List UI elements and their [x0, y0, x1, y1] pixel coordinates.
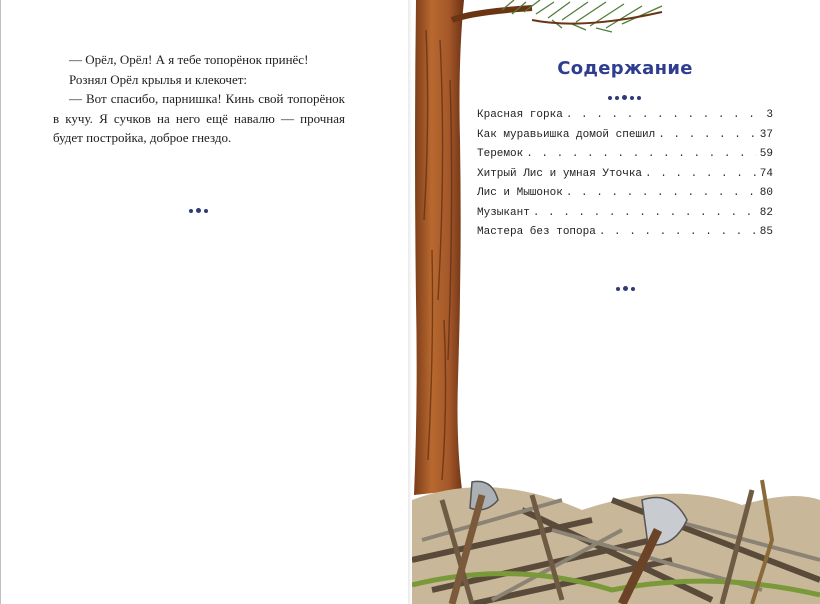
pine-and-branches-illustration: [412, 0, 820, 604]
toc-entry-title: Лис и Мышонок: [477, 187, 563, 199]
toc-entry[interactable]: [477, 187, 773, 207]
ornament-dots: [608, 95, 641, 100]
toc-entry-page: 85: [759, 226, 773, 238]
toc-entry-page: 37: [759, 128, 773, 141]
toc-leader-dots: [599, 226, 757, 238]
toc-leader-dots: [566, 109, 764, 121]
toc-leader-dots: [526, 148, 757, 160]
toc-entry-title: Как муравьишка домой спешил: [477, 128, 656, 141]
contents-title: Содержание: [557, 58, 693, 79]
toc-entry-title: Мастера без топора: [477, 226, 596, 238]
toc-leader-dots: [658, 129, 757, 141]
toc-leader-dots: [566, 187, 757, 199]
toc-leader-dots: [533, 207, 757, 219]
story-paragraph: — Орёл, Орёл! А я тебе топорёнок принёс!: [69, 52, 309, 67]
right-page: [412, 0, 820, 604]
story-text: [53, 50, 345, 148]
toc-entry[interactable]: [477, 148, 773, 168]
ornament-dots: [616, 286, 635, 291]
story-paragraph: Рознял Орёл крылья и клекочет:: [69, 71, 248, 87]
toc-entry-page: 3: [766, 109, 773, 121]
table-of-contents: [477, 109, 773, 246]
toc-entry[interactable]: [477, 129, 773, 149]
toc-entry-page: 82: [759, 206, 773, 219]
toc-entry-title: Музыкант: [477, 206, 530, 219]
pine-needles: [502, 0, 662, 32]
toc-leader-dots: [645, 168, 757, 180]
toc-entry-page: 74: [759, 167, 773, 180]
toc-entry-page: 80: [759, 187, 773, 199]
toc-entry[interactable]: [477, 226, 773, 246]
pine-trunk: [414, 0, 532, 495]
ornament-dots: [189, 208, 208, 213]
toc-entry[interactable]: [477, 207, 773, 227]
toc-entry-title: Хитрый Лис и умная Уточка: [477, 167, 643, 180]
toc-entry-title: Теремок: [477, 148, 524, 160]
toc-entry[interactable]: [477, 168, 773, 188]
toc-entry[interactable]: [477, 109, 773, 129]
toc-entry-page: 59: [759, 148, 773, 160]
story-paragraph: — Вот спасибо, парнишка! Кинь свой топорёнок в кучу. Я сучков на него ещё навалю — прочная будет постройка, доброе гнездо.: [53, 91, 345, 146]
toc-entry-title: Красная горка: [477, 109, 563, 121]
